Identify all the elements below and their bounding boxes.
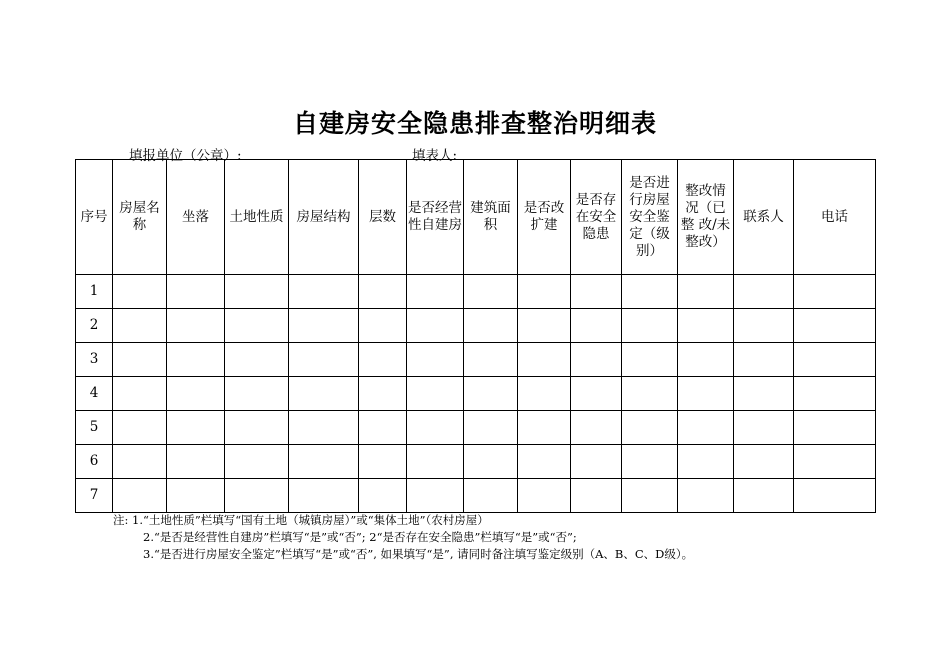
header-row bbox=[76, 160, 876, 275]
table-cell[interactable] bbox=[678, 343, 734, 377]
note-line: 注: 1.“土地性质”栏填写“国有土地（城镇房屋）”或“集体土地”（农村房屋） bbox=[113, 513, 489, 527]
table-cell[interactable] bbox=[407, 411, 464, 445]
table-cell[interactable] bbox=[167, 343, 225, 377]
header-cell-phone: 电话 bbox=[794, 160, 876, 275]
table-cell[interactable] bbox=[622, 479, 678, 513]
table-row bbox=[76, 377, 876, 411]
table-cell[interactable] bbox=[518, 479, 571, 513]
table-cell[interactable] bbox=[113, 377, 167, 411]
table-row bbox=[76, 275, 876, 309]
table-row bbox=[76, 309, 876, 343]
table-cell[interactable] bbox=[464, 479, 518, 513]
header-cell-location: 坐落 bbox=[167, 160, 225, 275]
table-cell[interactable] bbox=[167, 445, 225, 479]
table-cell[interactable] bbox=[289, 479, 359, 513]
table-cell[interactable] bbox=[734, 309, 794, 343]
table-cell[interactable] bbox=[794, 275, 876, 309]
table-cell[interactable] bbox=[225, 275, 289, 309]
header-cell-structure: 房屋结构 bbox=[289, 160, 359, 275]
table-cell[interactable] bbox=[518, 343, 571, 377]
table-cell[interactable] bbox=[289, 275, 359, 309]
table-cell[interactable] bbox=[571, 309, 622, 343]
table-cell[interactable] bbox=[464, 275, 518, 309]
row-number-cell: 5 bbox=[76, 411, 113, 445]
note-line: 3.“是否进行房屋安全鉴定”栏填写“是”或“否”, 如果填写“是”, 请同时备注填写鉴定级别（A、B、C、D级）。 bbox=[143, 547, 694, 561]
table-cell[interactable] bbox=[407, 275, 464, 309]
table-cell[interactable] bbox=[734, 275, 794, 309]
table-cell[interactable] bbox=[794, 309, 876, 343]
table-cell[interactable] bbox=[113, 445, 167, 479]
note-line: 2.“是否是经营性自建房”栏填写“是”或“否”; 2“是否存在安全隐患”栏填写“是”或“否”; bbox=[143, 530, 577, 544]
table-cell[interactable] bbox=[225, 309, 289, 343]
table-cell[interactable] bbox=[225, 343, 289, 377]
table-cell[interactable] bbox=[571, 343, 622, 377]
header-cell-land-nature: 土地性质 bbox=[225, 160, 289, 275]
table-row bbox=[76, 445, 876, 479]
row-number-cell: 6 bbox=[76, 445, 113, 479]
page-title: 自建房安全隐患排查整治明细表 bbox=[292, 109, 657, 138]
table-row bbox=[76, 479, 876, 513]
table-cell[interactable] bbox=[678, 479, 734, 513]
table-cell[interactable] bbox=[464, 309, 518, 343]
table-cell[interactable] bbox=[359, 275, 407, 309]
header-cell-renovation: 是否改扩建 bbox=[518, 160, 571, 275]
table-cell[interactable] bbox=[622, 343, 678, 377]
table-cell[interactable] bbox=[289, 411, 359, 445]
row-number-cell: 2 bbox=[76, 309, 113, 343]
table-body bbox=[76, 275, 876, 513]
table-cell[interactable] bbox=[571, 377, 622, 411]
table-cell[interactable] bbox=[734, 377, 794, 411]
row-number-cell: 7 bbox=[76, 479, 113, 513]
table-cell[interactable] bbox=[289, 377, 359, 411]
table-cell[interactable] bbox=[734, 343, 794, 377]
table-cell[interactable] bbox=[464, 411, 518, 445]
fill-person-label: 填表人: bbox=[412, 148, 458, 164]
table-cell[interactable] bbox=[678, 377, 734, 411]
row-number-cell: 1 bbox=[76, 275, 113, 309]
table-cell[interactable] bbox=[113, 411, 167, 445]
table-cell[interactable] bbox=[794, 411, 876, 445]
table-cell[interactable] bbox=[407, 309, 464, 343]
table-cell[interactable] bbox=[167, 479, 225, 513]
table-cell[interactable] bbox=[407, 445, 464, 479]
row-number-cell: 4 bbox=[76, 377, 113, 411]
table-cell[interactable] bbox=[518, 445, 571, 479]
table-cell[interactable] bbox=[678, 309, 734, 343]
table-cell[interactable] bbox=[571, 275, 622, 309]
table-cell[interactable] bbox=[622, 275, 678, 309]
table-cell[interactable] bbox=[289, 343, 359, 377]
table-cell[interactable] bbox=[622, 309, 678, 343]
header-cell-rectification: 整改情况（已整 改/未整改） bbox=[678, 160, 734, 275]
header-cell-hazard: 是否存在安全隐患 bbox=[571, 160, 622, 275]
table-cell[interactable] bbox=[464, 445, 518, 479]
table-cell[interactable] bbox=[734, 479, 794, 513]
notes bbox=[113, 512, 693, 563]
header-cell-area: 建筑面积 bbox=[464, 160, 518, 275]
header-cell-appraisal: 是否进行房屋安全鉴定（级别） bbox=[622, 160, 678, 275]
table-cell[interactable] bbox=[167, 411, 225, 445]
table-cell[interactable] bbox=[113, 275, 167, 309]
row-number-cell: 3 bbox=[76, 343, 113, 377]
table-cell[interactable] bbox=[464, 343, 518, 377]
table-cell[interactable] bbox=[622, 377, 678, 411]
table-cell[interactable] bbox=[518, 377, 571, 411]
table-cell[interactable] bbox=[622, 411, 678, 445]
table-cell[interactable] bbox=[359, 411, 407, 445]
table-cell[interactable] bbox=[407, 343, 464, 377]
header-cell-seq: 序号 bbox=[76, 160, 113, 275]
table-cell[interactable] bbox=[571, 479, 622, 513]
table-cell[interactable] bbox=[113, 343, 167, 377]
table-cell[interactable] bbox=[113, 309, 167, 343]
table-cell[interactable] bbox=[225, 445, 289, 479]
table-cell[interactable] bbox=[359, 479, 407, 513]
table-cell[interactable] bbox=[794, 479, 876, 513]
table-cell[interactable] bbox=[407, 377, 464, 411]
table-cell[interactable] bbox=[289, 445, 359, 479]
table-cell[interactable] bbox=[167, 377, 225, 411]
table-cell[interactable] bbox=[571, 411, 622, 445]
detail-table bbox=[75, 159, 876, 513]
header-cell-floors: 层数 bbox=[359, 160, 407, 275]
table-cell[interactable] bbox=[571, 445, 622, 479]
table-cell[interactable] bbox=[359, 309, 407, 343]
header-cell-house-name: 房屋名称 bbox=[113, 160, 167, 275]
table-cell[interactable] bbox=[359, 377, 407, 411]
table-cell[interactable] bbox=[167, 309, 225, 343]
table-cell[interactable] bbox=[225, 479, 289, 513]
table-cell[interactable] bbox=[794, 343, 876, 377]
table-cell[interactable] bbox=[734, 411, 794, 445]
table-cell[interactable] bbox=[678, 275, 734, 309]
header-cell-commercial: 是否经营性自建房 bbox=[407, 160, 464, 275]
table-cell[interactable] bbox=[678, 445, 734, 479]
table-cell[interactable] bbox=[794, 377, 876, 411]
table-cell[interactable] bbox=[407, 479, 464, 513]
table-cell[interactable] bbox=[518, 411, 571, 445]
table-cell[interactable] bbox=[359, 343, 407, 377]
table-cell[interactable] bbox=[167, 275, 225, 309]
header-cell-contact: 联系人 bbox=[734, 160, 794, 275]
table-cell[interactable] bbox=[113, 479, 167, 513]
table-cell[interactable] bbox=[622, 445, 678, 479]
fill-unit-label: 填报单位（公章）: bbox=[129, 148, 242, 164]
table-cell[interactable] bbox=[734, 445, 794, 479]
table-cell[interactable] bbox=[289, 309, 359, 343]
table-cell[interactable] bbox=[518, 275, 571, 309]
table-row bbox=[76, 343, 876, 377]
table-cell[interactable] bbox=[678, 411, 734, 445]
table-cell[interactable] bbox=[359, 445, 407, 479]
table-cell[interactable] bbox=[518, 309, 571, 343]
table-cell[interactable] bbox=[225, 411, 289, 445]
table-cell[interactable] bbox=[794, 445, 876, 479]
table-cell[interactable] bbox=[464, 377, 518, 411]
table-cell[interactable] bbox=[225, 377, 289, 411]
table-row bbox=[76, 411, 876, 445]
